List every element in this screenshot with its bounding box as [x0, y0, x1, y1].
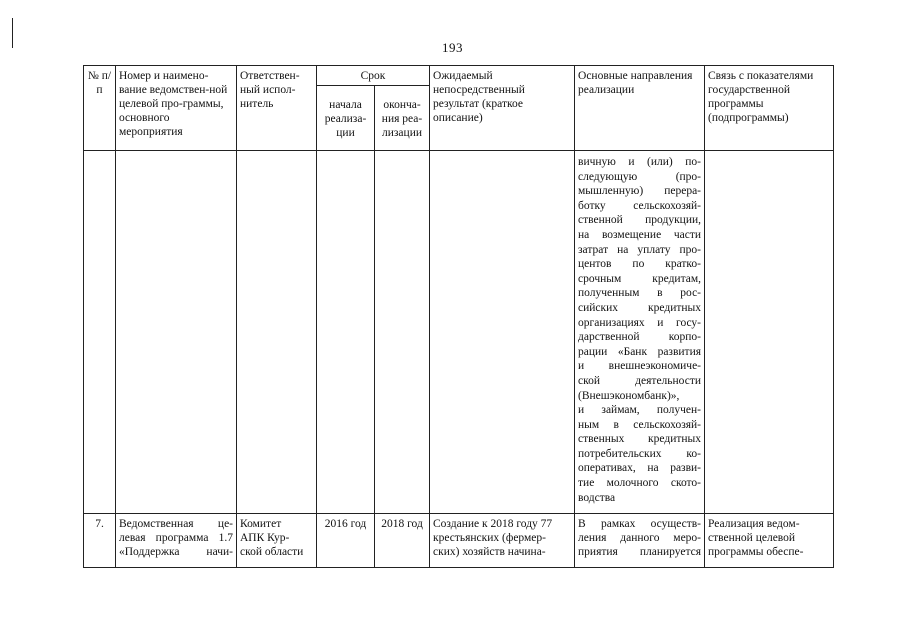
cont-line: оперативах, на разви- — [578, 462, 702, 475]
cont-line: тие молочного ското- — [578, 477, 702, 490]
cont-end-cell — [375, 151, 430, 514]
row7-directions-line: приятия планируется — [578, 546, 702, 558]
row7-executor-line: АПК Кур- — [240, 532, 290, 544]
row7-executor-line: ской области — [240, 546, 304, 558]
cont-line: рации «Банк развития — [578, 345, 702, 358]
row7-link-line: Реализация ведом- — [708, 518, 800, 530]
header-program: Номер и наимено-вание ведомствен-ной целевой про-граммы, основного мероприятия — [116, 66, 237, 151]
row7-link-line: программы обеспе- — [708, 546, 804, 558]
cont-line: ственной продукции, — [578, 214, 702, 227]
cont-line: ботку сельскохозяй- — [578, 199, 702, 212]
table-row — [84, 514, 834, 568]
cont-line: водства — [578, 491, 616, 504]
cont-line: затрат на уплату про- — [578, 243, 702, 256]
row7-link-line: ственной целевой — [708, 532, 796, 544]
cont-line: ным в сельскохозяй- — [578, 418, 702, 431]
row7-program — [116, 514, 237, 568]
cont-line: сийских кредитных — [578, 301, 702, 314]
cont-executor-cell — [237, 151, 317, 514]
cont-directions-cell — [575, 151, 705, 514]
cont-result-cell — [430, 151, 575, 514]
row7-start: 2016 год — [317, 514, 375, 568]
header-executor: Ответствен-ный испол-нитель — [237, 66, 317, 151]
cont-line: потребительских ко- — [578, 447, 702, 460]
header-result: Ожидаемый непосредственный результат (краткое описание) — [430, 66, 575, 151]
cont-program-cell — [116, 151, 237, 514]
cont-line: и займам, получен- — [578, 404, 702, 417]
header-term: Срок — [317, 66, 430, 86]
header-num: № п/п — [84, 66, 116, 151]
cont-line: (Внешэкономбанк)», — [578, 389, 680, 402]
cont-line: мышленную) перера- — [578, 185, 702, 198]
cont-line: срочным кредитам, — [578, 272, 702, 285]
row7-executor — [237, 514, 317, 568]
cont-line: вичную и (или) по- — [578, 156, 702, 168]
program-table — [83, 65, 834, 568]
page-number: 193 — [442, 40, 463, 55]
cont-line: и внешнеэкономиче- — [578, 360, 702, 373]
cont-line: центов по кратко- — [578, 258, 702, 271]
row7-result-line: Создание к 2018 году 77 — [433, 518, 553, 530]
cont-link-cell — [705, 151, 834, 514]
cont-line: следующую (про- — [578, 170, 702, 183]
row7-directions-line: В рамках осуществ- — [578, 518, 702, 530]
cont-line: дарственной корпо- — [578, 331, 702, 344]
continuation-row — [84, 151, 834, 514]
cont-num-cell — [84, 151, 116, 514]
row7-result-line: крестьянских (фермер- — [433, 532, 546, 544]
row7-directions — [575, 514, 705, 568]
cont-line: организациях и госу- — [578, 316, 702, 329]
header-directions: Основные направления реализации — [575, 66, 705, 151]
row7-result-line: ских) хозяйств начина- — [433, 546, 546, 558]
row7-result — [430, 514, 575, 568]
cont-line: ской деятельности — [578, 374, 702, 387]
cont-line: на возмещение части — [578, 228, 702, 241]
header-term-end: оконча-ния реа-лизации — [375, 86, 430, 151]
cont-line: ственных кредитных — [578, 433, 702, 446]
header-link: Связь с показателями государственной программы (подпрограммы) — [705, 66, 834, 151]
row7-link — [705, 514, 834, 568]
header-row — [84, 66, 834, 86]
header-term-start: начала реализа-ции — [317, 86, 375, 151]
cont-start-cell — [317, 151, 375, 514]
row7-program-line: Ведомственная це- — [119, 518, 233, 530]
row7-directions-line: ления данного меро- — [578, 532, 702, 544]
cont-line: полученным в рос- — [578, 287, 702, 300]
row7-program-line: «Поддержка начи- — [119, 546, 233, 558]
row7-program-line: левая программа 1.7 — [119, 532, 233, 544]
row7-end: 2018 год — [375, 514, 430, 568]
row7-num: 7. — [84, 514, 116, 568]
row7-executor-line: Комитет — [240, 518, 282, 530]
